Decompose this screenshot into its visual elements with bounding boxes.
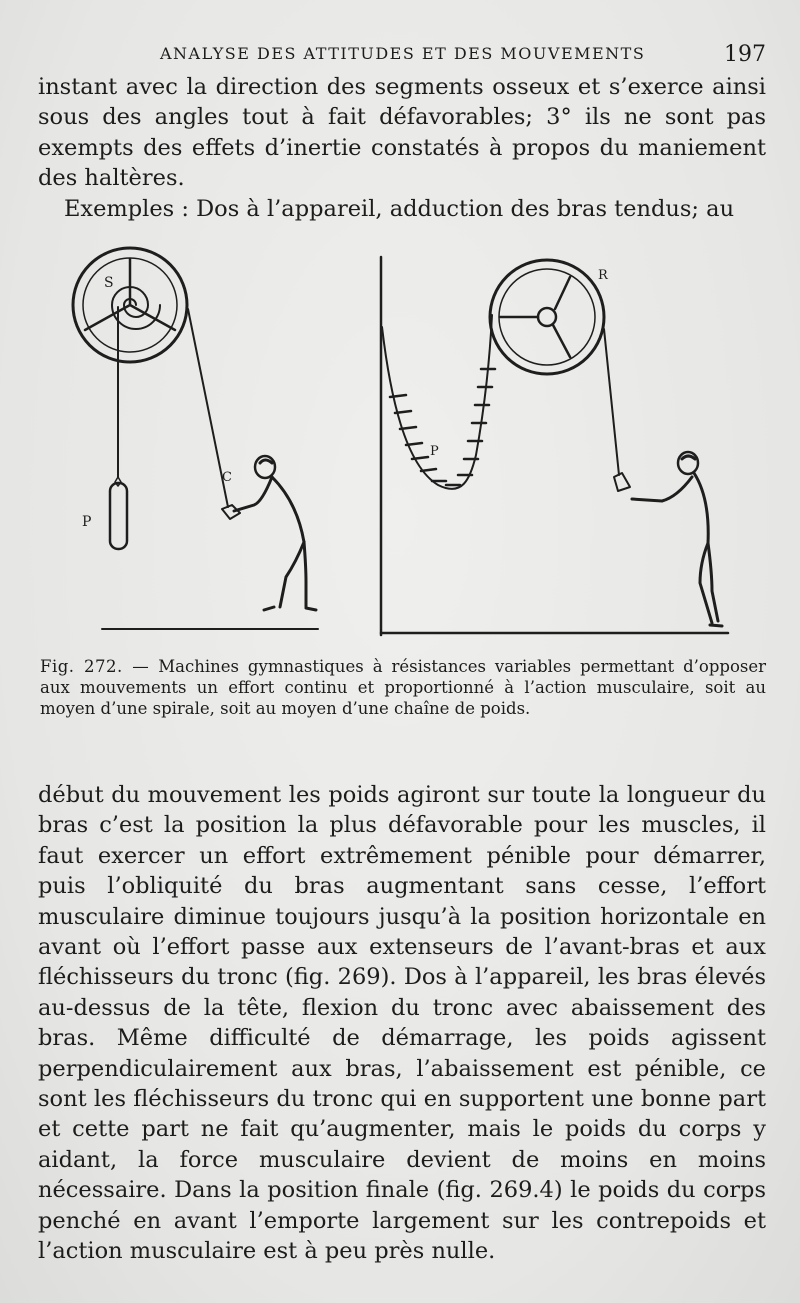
label-c: C bbox=[222, 470, 232, 485]
running-head bbox=[160, 40, 770, 70]
caption-text: Machines gymnastiques à résistances variables permettant d’opposer aux mouvements un effort continu et proportionné à l’action musculaire, soit au moyen d’une spirale, soit au moyen d’une chaîne de poids. bbox=[40, 657, 766, 718]
label-r: R bbox=[598, 268, 608, 283]
paragraph-main: début du mouvement les poids agiront sur toute la longueur du bras c’est la position la plus défavorable pour les muscles, il faut exercer un effort extrêmement pénible pour démarrer, puis l’obliquité du bras augmentant sans cesse, l’effort musculaire diminue toujours jusqu’à la position horizontale en avant où l’effort passe aux extenseurs de l’avant-bras et aux fléchisseurs du tronc (fig. 269). Dos à l’appareil, les bras élevés au-dessus de la tête, flexion du tronc avec abaissement des bras. Même difficulté de démarrage, les poids agissent perpendiculairement aux bras, l’abaissement est pénible, ce sont les fléchisseurs du tronc qui en supportent une bonne part et cette part ne fait qu’augmenter, mais le poids du corps y aidant, la force musculaire devient de moins en moins nécessaire. Dans la position finale (fig. 269.4) le poids du corps penché en avant l’emporte largement sur les contrepoids et l’action musculaire est à peu près nulle. bbox=[38, 782, 766, 1265]
paragraph-examples: Exemples : Dos à l’appareil, adduction des bras tendus; au bbox=[64, 195, 735, 222]
bottom-text-block bbox=[38, 780, 766, 1267]
running-title: ANALYSE DES ATTITUDES ET DES MOUVEMENTS bbox=[160, 44, 646, 63]
paragraph-continuation: instant avec la direction des segments osseux et s’exerce ainsi sous des angles tout à fait défavorables; 3° ils ne sont pas exempts des effets d’inertie constatés à propos du maniement des haltères. bbox=[38, 74, 766, 192]
label-s: S bbox=[104, 275, 114, 291]
spiral-pulley-machine bbox=[73, 248, 316, 610]
caption-number: Fig. 272. — bbox=[40, 657, 150, 676]
chain-weight-machine bbox=[381, 257, 728, 635]
top-text-block bbox=[38, 72, 766, 224]
figure-272 bbox=[60, 245, 750, 645]
page-number: 197 bbox=[724, 42, 766, 67]
figure-caption bbox=[40, 656, 766, 719]
gym-machines-illustration bbox=[60, 245, 750, 645]
label-p-left: P bbox=[82, 514, 92, 530]
label-p-chain: P bbox=[430, 444, 439, 459]
